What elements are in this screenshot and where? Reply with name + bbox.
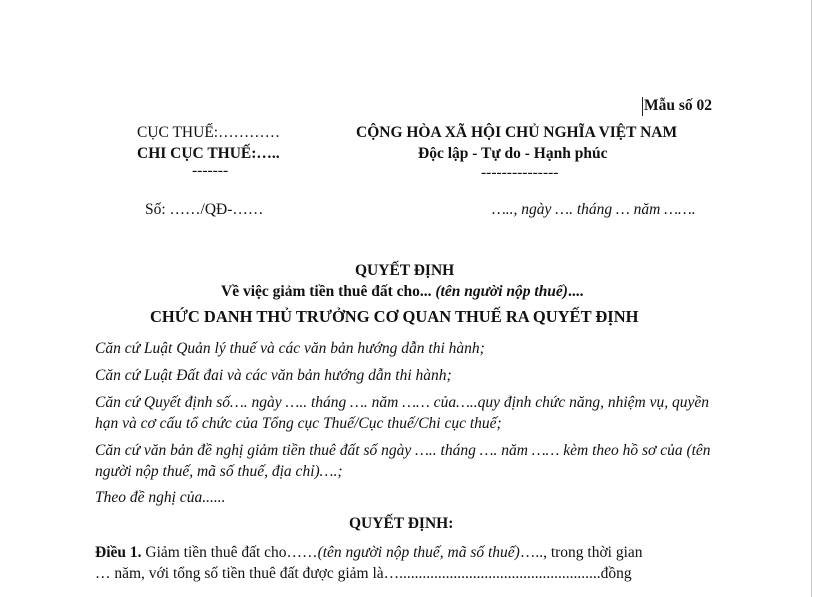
basis-decision: Căn cứ Quyết định số…. ngày ….. tháng …. năm …… của…..quy định chức năng, nhiệm vụ, quyền hạn và cơ cấu tổ chức của Tổng cục Thuế/Cục thuế/Chi cục thuế; — [95, 394, 710, 432]
basis-request: Căn cứ văn bản đề nghị giảm tiền thuê đất số ngày ….. tháng …. năm …… kèm theo hồ sơ của (tên người nộp thuế, mã số thuế, địa chỉ)….; — [95, 442, 711, 480]
national-title: CỘNG HÒA XÃ HỘI CHỦ NGHĨA VIỆT NAM — [356, 124, 678, 141]
tax-department: CỤC THUẾ:………… — [137, 124, 281, 141]
form-number: Mẫu số 02 — [644, 97, 713, 114]
left-header-rule: ------- — [192, 162, 229, 179]
document-number: Số: ……/QĐ-…… — [145, 201, 264, 218]
right-header-rule: --------------- — [481, 164, 559, 181]
decision-subject: Về việc giảm tiền thuê đất cho... (tên người nộp thuế).... — [221, 283, 584, 300]
basis-land-law: Căn cứ Luật Đất đai và các văn bản hướng dẫn thi hành; — [95, 367, 452, 384]
issuing-authority: CHỨC DANH THỦ TRƯỞNG CƠ QUAN THUẾ RA QUYẾT ĐỊNH — [150, 307, 639, 326]
text-cursor — [642, 97, 643, 116]
national-motto: Độc lập - Tự do - Hạnh phúc — [418, 145, 608, 162]
decision-heading: QUYẾT ĐỊNH: — [349, 515, 454, 532]
basis-proposal: Theo đề nghị của...... — [95, 489, 226, 506]
place-date: ….., ngày …. tháng … năm ……. — [492, 201, 696, 218]
basis-tax-law: Căn cứ Luật Quản lý thuế và các văn bản hướng dẫn thi hành; — [95, 340, 485, 357]
article-1-line-1: Điều 1. Giảm tiền thuê đất cho……(tên người nộp thuế, mã số thuế)….., trong thời gian — [95, 544, 643, 561]
decision-title: QUYẾT ĐỊNH — [355, 262, 455, 279]
article-1-line-2: … năm, với tổng số tiền thuê đất được giảm là…....................................................đồng — [95, 565, 632, 582]
tax-branch: CHI CỤC THUẾ:….. — [137, 145, 280, 162]
